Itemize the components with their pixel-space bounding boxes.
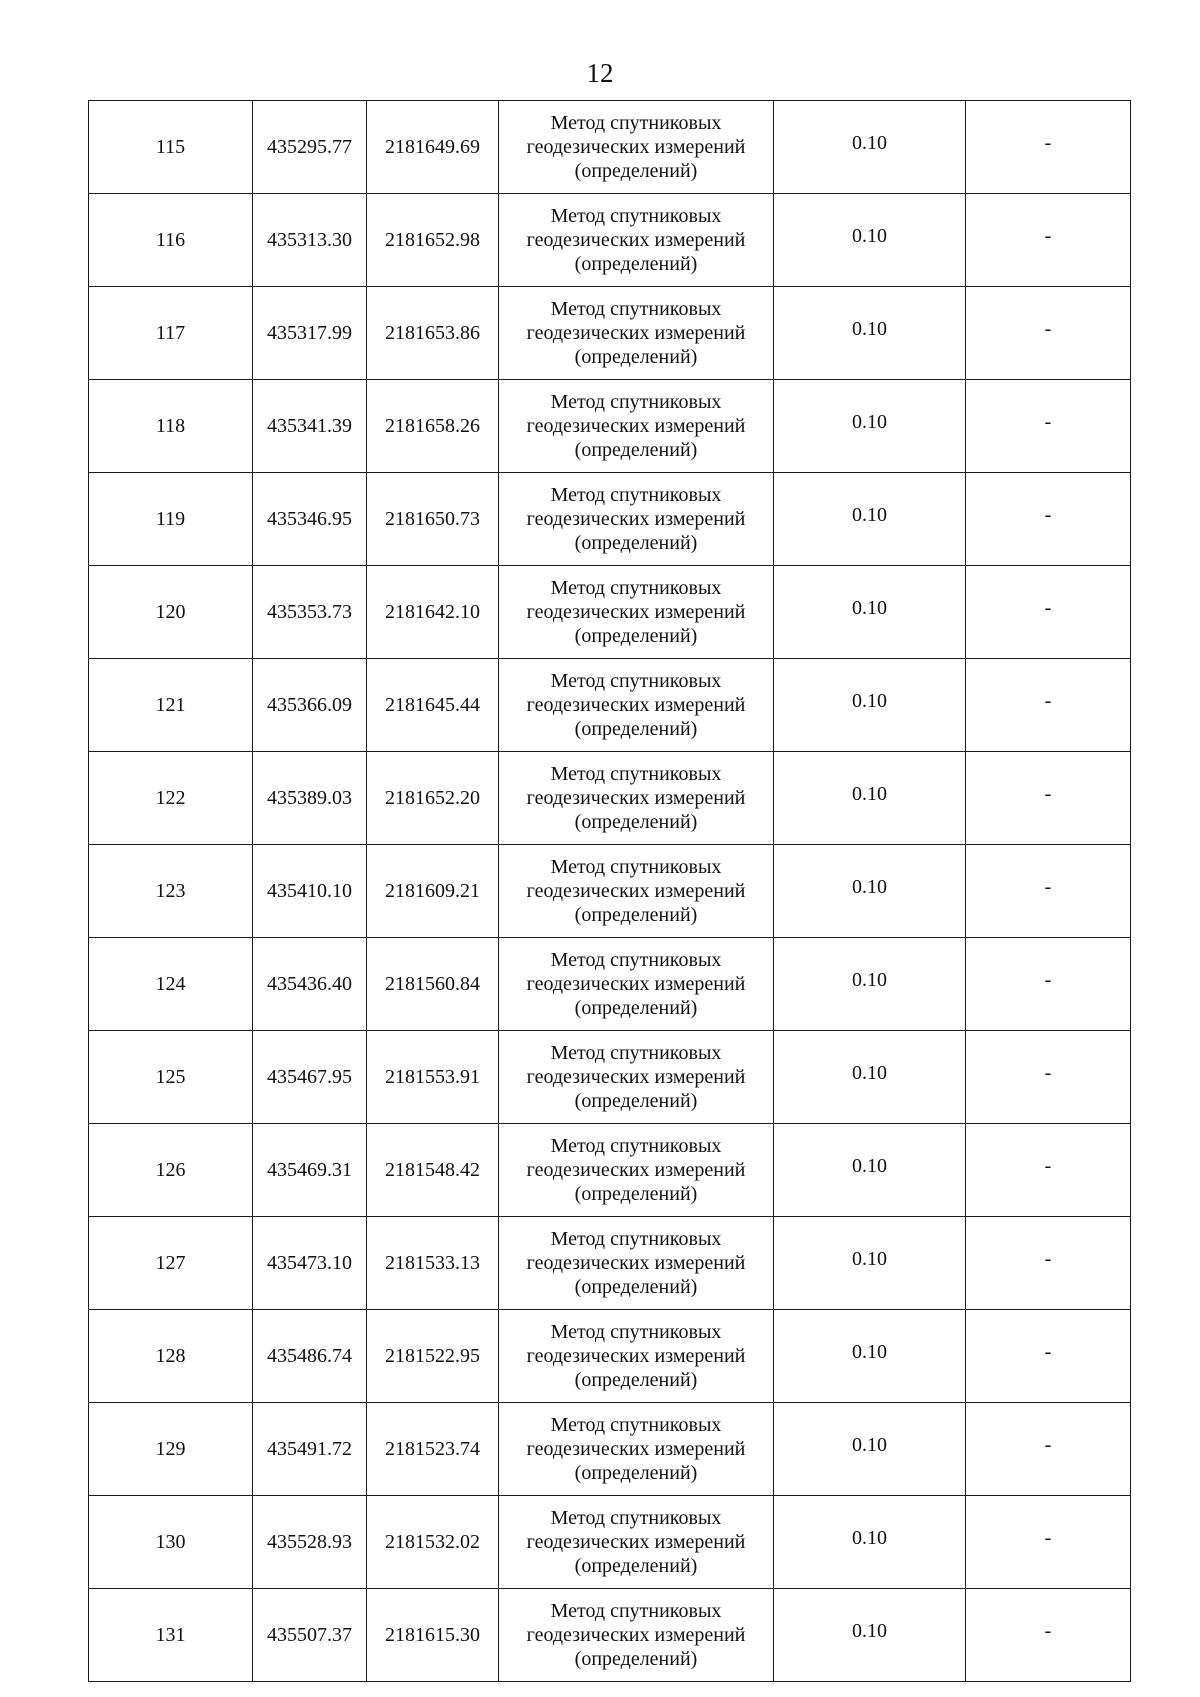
accuracy-cell: 0.10 (774, 473, 966, 566)
method-cell (499, 1403, 774, 1496)
x-coordinate-cell: 435486.74 (253, 1310, 367, 1403)
accuracy-cell: 0.10 (774, 566, 966, 659)
method-text-line: (определений) (574, 904, 698, 926)
method-text-line: геодезических измерений (526, 601, 746, 623)
y-coordinate-cell: 2181645.44 (367, 659, 499, 752)
method-text-line: геодезических измерений (526, 973, 746, 995)
method-text-line: (определений) (574, 346, 698, 368)
accuracy-cell: 0.10 (774, 1124, 966, 1217)
y-coordinate-cell: 2181652.98 (367, 194, 499, 287)
coordinates-table-body (89, 101, 1131, 1682)
method-text-line: Метод спутниковых (550, 856, 722, 878)
note-cell: - (966, 1310, 1131, 1403)
y-coordinate-cell: 2181609.21 (367, 845, 499, 938)
method-text-line: Метод спутниковых (550, 205, 722, 227)
x-coordinate-cell: 435346.95 (253, 473, 367, 566)
method-text-line: (определений) (574, 1648, 698, 1670)
note-cell: - (966, 380, 1131, 473)
y-coordinate-cell: 2181532.02 (367, 1496, 499, 1589)
accuracy-cell: 0.10 (774, 194, 966, 287)
point-number-cell: 126 (89, 1124, 253, 1217)
method-text-line: Метод спутниковых (550, 1414, 722, 1436)
method-cell (499, 1310, 774, 1403)
y-coordinate-cell: 2181649.69 (367, 101, 499, 194)
table-row (89, 194, 1131, 287)
point-number-cell: 130 (89, 1496, 253, 1589)
note-cell: - (966, 287, 1131, 380)
y-coordinate-cell: 2181533.13 (367, 1217, 499, 1310)
table-row (89, 566, 1131, 659)
method-cell (499, 1124, 774, 1217)
note-cell: - (966, 1496, 1131, 1589)
accuracy-cell: 0.10 (774, 752, 966, 845)
point-number-cell: 117 (89, 287, 253, 380)
method-text-line: Метод спутниковых (550, 1507, 722, 1529)
method-cell (499, 659, 774, 752)
method-text-line: (определений) (574, 439, 698, 461)
accuracy-cell: 0.10 (774, 1403, 966, 1496)
y-coordinate-cell: 2181523.74 (367, 1403, 499, 1496)
x-coordinate-cell: 435467.95 (253, 1031, 367, 1124)
method-text-line: Метод спутниковых (550, 1321, 722, 1343)
point-number-cell: 121 (89, 659, 253, 752)
accuracy-cell: 0.10 (774, 1310, 966, 1403)
x-coordinate-cell: 435469.31 (253, 1124, 367, 1217)
method-text-line: геодезических измерений (526, 1252, 746, 1274)
table-row (89, 473, 1131, 566)
method-text-line: геодезических измерений (526, 1438, 746, 1460)
method-text-line: геодезических измерений (526, 787, 746, 809)
table-row (89, 752, 1131, 845)
method-cell (499, 287, 774, 380)
note-cell: - (966, 101, 1131, 194)
x-coordinate-cell: 435473.10 (253, 1217, 367, 1310)
x-coordinate-cell: 435507.37 (253, 1589, 367, 1682)
method-text-line: Метод спутниковых (550, 949, 722, 971)
x-coordinate-cell: 435317.99 (253, 287, 367, 380)
y-coordinate-cell: 2181658.26 (367, 380, 499, 473)
table-row (89, 845, 1131, 938)
y-coordinate-cell: 2181652.20 (367, 752, 499, 845)
method-text-line: (определений) (574, 160, 698, 182)
accuracy-cell: 0.10 (774, 1589, 966, 1682)
method-text-line: (определений) (574, 1090, 698, 1112)
y-coordinate-cell: 2181642.10 (367, 566, 499, 659)
method-text-line: (определений) (574, 1462, 698, 1484)
method-cell (499, 1589, 774, 1682)
table-row (89, 1496, 1131, 1589)
coordinates-table (88, 100, 1131, 1682)
x-coordinate-cell: 435491.72 (253, 1403, 367, 1496)
note-cell: - (966, 845, 1131, 938)
y-coordinate-cell: 2181653.86 (367, 287, 499, 380)
method-cell (499, 938, 774, 1031)
method-text-line: геодезических измерений (526, 136, 746, 158)
table-row (89, 1124, 1131, 1217)
method-text-line: (определений) (574, 718, 698, 740)
accuracy-cell: 0.10 (774, 938, 966, 1031)
method-text-line: Метод спутниковых (550, 1042, 722, 1064)
method-text-line: геодезических измерений (526, 1066, 746, 1088)
table-row (89, 1217, 1131, 1310)
method-cell (499, 473, 774, 566)
accuracy-cell: 0.10 (774, 1031, 966, 1124)
accuracy-cell: 0.10 (774, 287, 966, 380)
point-number-cell: 127 (89, 1217, 253, 1310)
table-row (89, 1031, 1131, 1124)
method-cell (499, 101, 774, 194)
point-number-cell: 123 (89, 845, 253, 938)
method-text-line: (определений) (574, 532, 698, 554)
x-coordinate-cell: 435295.77 (253, 101, 367, 194)
x-coordinate-cell: 435366.09 (253, 659, 367, 752)
table-row (89, 287, 1131, 380)
method-cell (499, 752, 774, 845)
method-text-line: Метод спутниковых (550, 112, 722, 134)
accuracy-cell: 0.10 (774, 1217, 966, 1310)
method-cell (499, 1217, 774, 1310)
point-number-cell: 128 (89, 1310, 253, 1403)
method-text-line: геодезических измерений (526, 1159, 746, 1181)
method-text-line: геодезических измерений (526, 1531, 746, 1553)
note-cell: - (966, 752, 1131, 845)
accuracy-cell: 0.10 (774, 101, 966, 194)
y-coordinate-cell: 2181560.84 (367, 938, 499, 1031)
page-number: 12 (586, 58, 614, 88)
accuracy-cell: 0.10 (774, 380, 966, 473)
accuracy-cell: 0.10 (774, 659, 966, 752)
method-text-line: геодезических измерений (526, 415, 746, 437)
method-text-line: (определений) (574, 1369, 698, 1391)
method-text-line: геодезических измерений (526, 229, 746, 251)
method-text-line: Метод спутниковых (550, 1135, 722, 1157)
method-text-line: (определений) (574, 811, 698, 833)
x-coordinate-cell: 435410.10 (253, 845, 367, 938)
method-text-line: Метод спутниковых (550, 298, 722, 320)
point-number-cell: 122 (89, 752, 253, 845)
y-coordinate-cell: 2181650.73 (367, 473, 499, 566)
method-cell (499, 1031, 774, 1124)
x-coordinate-cell: 435341.39 (253, 380, 367, 473)
note-cell: - (966, 1217, 1131, 1310)
method-text-line: Метод спутниковых (550, 484, 722, 506)
method-text-line: Метод спутниковых (550, 1228, 722, 1250)
y-coordinate-cell: 2181615.30 (367, 1589, 499, 1682)
method-text-line: (определений) (574, 625, 698, 647)
method-text-line: геодезических измерений (526, 1345, 746, 1367)
table-row (89, 659, 1131, 752)
method-text-line: геодезических измерений (526, 880, 746, 902)
point-number-cell: 124 (89, 938, 253, 1031)
point-number-cell: 131 (89, 1589, 253, 1682)
point-number-cell: 118 (89, 380, 253, 473)
table-row (89, 1403, 1131, 1496)
x-coordinate-cell: 435313.30 (253, 194, 367, 287)
method-text-line: Метод спутниковых (550, 577, 722, 599)
accuracy-cell: 0.10 (774, 845, 966, 938)
point-number-cell: 115 (89, 101, 253, 194)
note-cell: - (966, 194, 1131, 287)
x-coordinate-cell: 435528.93 (253, 1496, 367, 1589)
x-coordinate-cell: 435353.73 (253, 566, 367, 659)
point-number-cell: 116 (89, 194, 253, 287)
method-text-line: геодезических измерений (526, 694, 746, 716)
note-cell: - (966, 659, 1131, 752)
method-cell (499, 380, 774, 473)
method-cell (499, 845, 774, 938)
method-text-line: геодезических измерений (526, 1624, 746, 1646)
method-text-line: (определений) (574, 1555, 698, 1577)
y-coordinate-cell: 2181522.95 (367, 1310, 499, 1403)
x-coordinate-cell: 435436.40 (253, 938, 367, 1031)
point-number-cell: 125 (89, 1031, 253, 1124)
method-text-line: (определений) (574, 997, 698, 1019)
method-text-line: Метод спутниковых (550, 391, 722, 413)
point-number-cell: 129 (89, 1403, 253, 1496)
table-row (89, 380, 1131, 473)
method-text-line: геодезических измерений (526, 508, 746, 530)
table-row (89, 1310, 1131, 1403)
note-cell: - (966, 1124, 1131, 1217)
method-cell (499, 1496, 774, 1589)
method-text-line: Метод спутниковых (550, 1600, 722, 1622)
table-row (89, 938, 1131, 1031)
method-text-line: геодезических измерений (526, 322, 746, 344)
method-text-line: (определений) (574, 1276, 698, 1298)
note-cell: - (966, 1589, 1131, 1682)
x-coordinate-cell: 435389.03 (253, 752, 367, 845)
point-number-cell: 120 (89, 566, 253, 659)
method-text-line: Метод спутниковых (550, 763, 722, 785)
note-cell: - (966, 938, 1131, 1031)
accuracy-cell: 0.10 (774, 1496, 966, 1589)
y-coordinate-cell: 2181553.91 (367, 1031, 499, 1124)
y-coordinate-cell: 2181548.42 (367, 1124, 499, 1217)
note-cell: - (966, 566, 1131, 659)
method-cell (499, 566, 774, 659)
method-text-line: (определений) (574, 1183, 698, 1205)
point-number-cell: 119 (89, 473, 253, 566)
method-text-line: Метод спутниковых (550, 670, 722, 692)
note-cell: - (966, 1031, 1131, 1124)
note-cell: - (966, 1403, 1131, 1496)
method-cell (499, 194, 774, 287)
method-text-line: (определений) (574, 253, 698, 275)
table-row (89, 101, 1131, 194)
table-row (89, 1589, 1131, 1682)
note-cell: - (966, 473, 1131, 566)
